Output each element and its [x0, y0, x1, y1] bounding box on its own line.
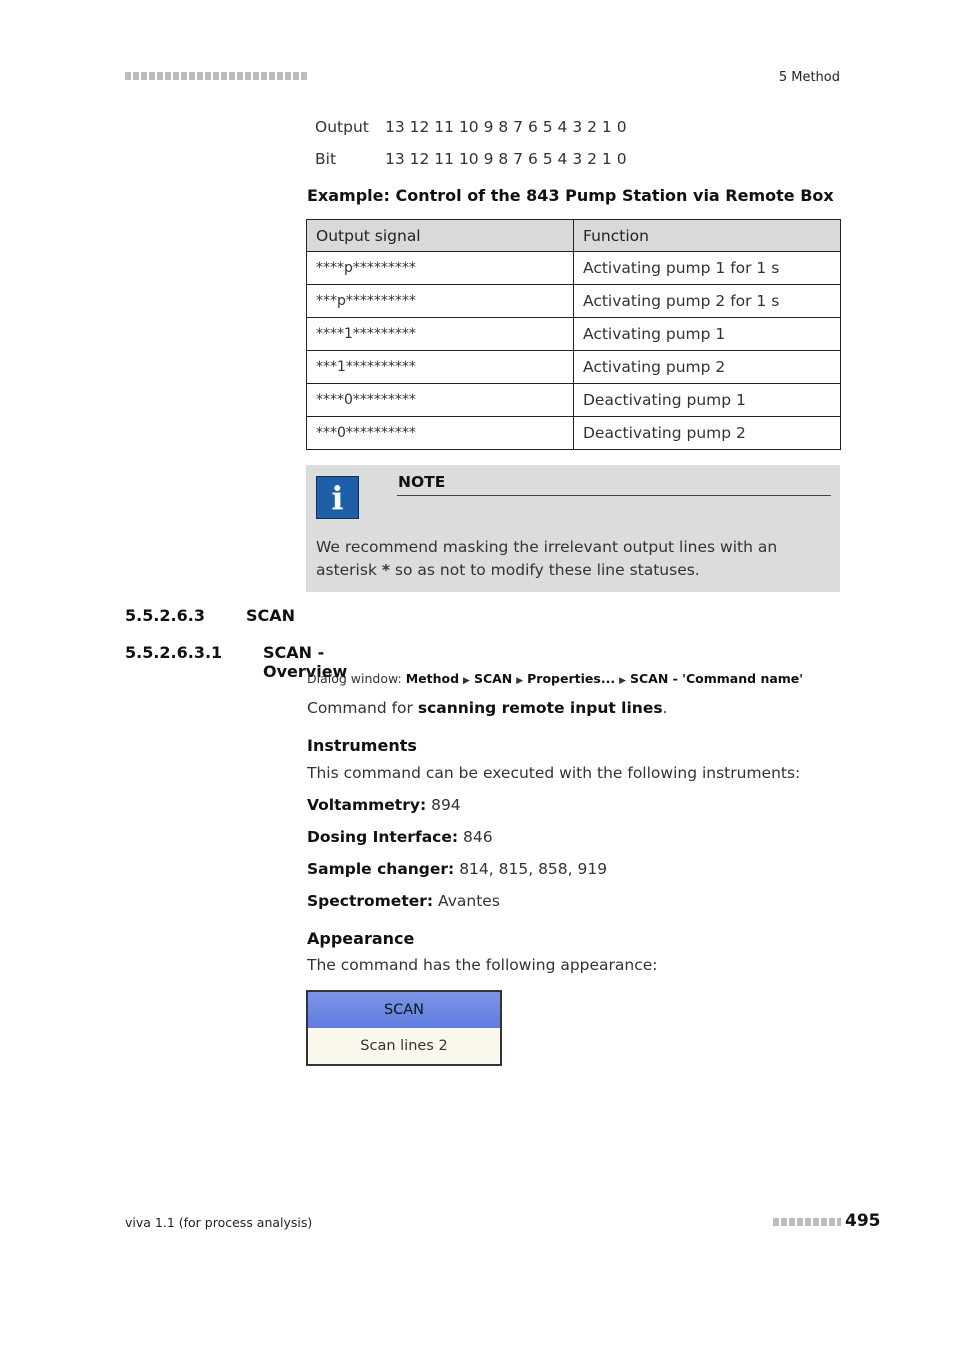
command-description	[307, 699, 668, 717]
note-box	[306, 465, 840, 592]
path-item: Properties...	[527, 671, 616, 686]
note-divider	[397, 495, 831, 496]
output-row	[315, 118, 627, 136]
output-label: Output	[315, 118, 369, 136]
appearance-intro: The command has the following appearance:	[307, 956, 658, 974]
scan-command-body: Scan lines 2	[360, 1038, 448, 1054]
instrument-item	[307, 796, 461, 814]
instrument-item	[307, 892, 500, 910]
example-title: Example: Control of the 843 Pump Station via Remote Box	[307, 186, 834, 205]
function-cell: Activating pump 2 for 1 s	[574, 285, 841, 318]
path-separator-icon: ▶	[516, 676, 524, 686]
note-text	[316, 536, 831, 582]
instrument-label: Sample changer:	[307, 860, 455, 878]
note-text-part: so as not to modify these line statuses.	[389, 561, 700, 579]
bit-row	[315, 150, 627, 168]
instrument-label: Dosing Interface:	[307, 828, 459, 846]
table-row	[307, 285, 841, 318]
instrument-value: 846	[458, 828, 493, 846]
path-item: SCAN - 'Command name'	[629, 671, 804, 686]
path-item: SCAN	[473, 671, 513, 686]
table-row	[307, 252, 841, 285]
instrument-value: Avantes	[433, 892, 500, 910]
table-row	[307, 318, 841, 351]
table-row	[307, 417, 841, 450]
table-row	[307, 351, 841, 384]
section-number: 5.5.2.6.3.1	[125, 643, 223, 662]
column-header-output-signal: Output signal	[307, 220, 574, 252]
function-cell: Deactivating pump 1	[574, 384, 841, 417]
section-number: 5.5.2.6.3	[125, 606, 205, 625]
info-icon: i	[316, 476, 359, 519]
section-title: SCAN	[246, 606, 296, 625]
note-text-part: We recommend masking the irrelevant output lines with an asterisk	[316, 538, 778, 579]
instrument-value: 814, 815, 858, 919	[454, 860, 608, 878]
instrument-item	[307, 860, 607, 878]
signal-cell: ****p*********	[307, 252, 574, 285]
instruments-intro: This command can be executed with the following instruments:	[307, 764, 801, 782]
section-heading-scan	[125, 606, 296, 625]
instruments-heading: Instruments	[307, 736, 417, 755]
footer-product: viva 1.1 (for process analysis)	[125, 1215, 313, 1230]
dialog-window-path	[307, 671, 803, 686]
header-decoration-bar	[125, 72, 307, 80]
output-values: 13 12 11 10 9 8 7 6 5 4 3 2 1 0	[385, 118, 627, 136]
command-text: .	[662, 699, 668, 717]
function-cell: Deactivating pump 2	[574, 417, 841, 450]
path-separator-icon: ▶	[463, 676, 470, 686]
running-header: 5 Method	[778, 70, 840, 85]
path-item: Method	[405, 671, 460, 686]
instrument-label: Voltammetry:	[307, 796, 427, 814]
function-cell: Activating pump 1	[574, 318, 841, 351]
bit-values: 13 12 11 10 9 8 7 6 5 4 3 2 1 0	[385, 150, 627, 168]
signal-cell: ***1**********	[307, 351, 574, 384]
scan-command-box	[306, 990, 502, 1066]
function-cell: Activating pump 1 for 1 s	[574, 252, 841, 285]
note-asterisk: *	[381, 561, 390, 579]
section-title: SCAN - Overview	[263, 643, 348, 681]
page-number: 495	[845, 1211, 881, 1231]
function-cell: Activating pump 2	[574, 351, 841, 384]
signal-cell: ***0**********	[307, 417, 574, 450]
instrument-label: Spectrometer:	[307, 892, 434, 910]
command-emphasis: scanning remote input lines	[417, 699, 663, 717]
appearance-heading: Appearance	[307, 929, 415, 948]
scan-command-title: SCAN	[308, 992, 500, 1028]
column-header-function: Function	[574, 220, 841, 252]
dialog-prefix: Dialog window:	[307, 671, 406, 686]
section-heading-scan-overview	[125, 643, 348, 681]
output-signal-table	[306, 219, 841, 450]
note-title: NOTE	[398, 473, 446, 491]
footer-decoration-bar	[773, 1218, 841, 1226]
instrument-value: 894	[426, 796, 461, 814]
signal-cell: ****0*********	[307, 384, 574, 417]
signal-cell: ****1*********	[307, 318, 574, 351]
table-row	[307, 384, 841, 417]
command-text: Command for	[307, 699, 418, 717]
signal-cell: ***p**********	[307, 285, 574, 318]
instrument-item	[307, 828, 493, 846]
table-header-row	[307, 220, 841, 252]
bit-label: Bit	[315, 150, 337, 168]
path-separator-icon: ▶	[619, 676, 626, 686]
